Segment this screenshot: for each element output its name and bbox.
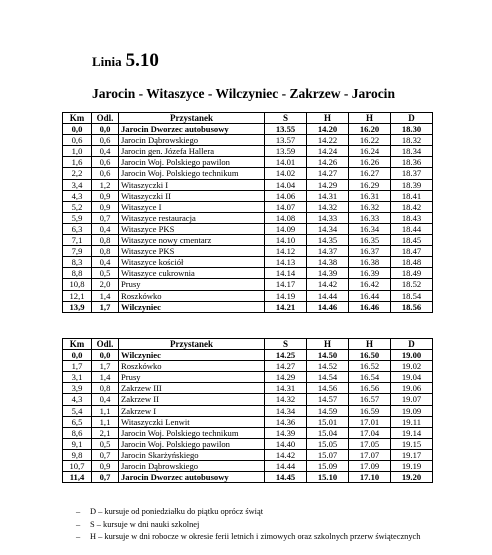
cell-h1: 14.52 [307,361,349,372]
cell-stop: Jarocin Woj. Polskiego pawilon [119,157,265,168]
cell-s: 14.32 [265,394,307,405]
cell-odl: 1,2 [92,179,119,190]
cell-h2: 16.52 [349,361,391,372]
table-row [63,279,433,290]
col-h2: H [349,113,391,124]
cell-s: 14.40 [265,438,307,449]
cell-km: 8,8 [63,268,92,279]
cell-km: 1,6 [63,157,92,168]
cell-h1: 14.34 [307,223,349,234]
table-row [63,146,433,157]
table-row [63,301,433,312]
cell-km: 0,0 [63,124,92,135]
cell-km: 9,8 [63,449,92,460]
table-row [63,461,433,472]
col-d: D [391,113,433,124]
cell-s: 14.01 [265,157,307,168]
table-row [63,179,433,190]
cell-s: 14.45 [265,472,307,483]
cell-km: 4,3 [63,394,92,405]
cell-stop: Witaszyce nowy cmentarz [119,235,265,246]
cell-s: 13.59 [265,146,307,157]
cell-h1: 14.29 [307,179,349,190]
cell-km: 0,6 [63,135,92,146]
cell-s: 14.29 [265,372,307,383]
cell-h1: 14.33 [307,212,349,223]
cell-km: 6,5 [63,416,92,427]
cell-d: 19.02 [391,361,433,372]
table-row [63,201,433,212]
cell-s: 14.42 [265,449,307,460]
cell-stop: Witaszyce I [119,201,265,212]
col-d: D [391,339,433,350]
cell-odl: 0,5 [92,438,119,449]
cell-d: 18.32 [391,135,433,146]
cell-h1: 14.37 [307,246,349,257]
legend-item [76,506,420,519]
cell-d: 18.54 [391,290,433,301]
cell-h2: 17.01 [349,416,391,427]
cell-odl: 0,0 [92,124,119,135]
cell-stop: Zakrzew I [119,405,265,416]
cell-d: 19.07 [391,394,433,405]
cell-s: 14.17 [265,279,307,290]
table-row [63,394,433,405]
cell-odl: 1,4 [92,372,119,383]
cell-stop: Jarocin Dąbrowskiego [119,461,265,472]
table-row [63,350,433,361]
table-row [63,157,433,168]
cell-km: 1,7 [63,361,92,372]
cell-stop: Jarocin Dworzec autobusowy [119,472,265,483]
cell-odl: 0,4 [92,394,119,405]
cell-h2: 16.42 [349,279,391,290]
cell-h2: 16.46 [349,301,391,312]
cell-d: 18.52 [391,279,433,290]
table-header-row [63,113,433,124]
cell-h1: 14.44 [307,290,349,301]
cell-odl: 0,6 [92,168,119,179]
cell-d: 19.17 [391,449,433,460]
cell-h1: 15.04 [307,427,349,438]
cell-stop: Witaszyczki Lenwit [119,416,265,427]
cell-km: 5,4 [63,405,92,416]
cell-h2: 16.56 [349,383,391,394]
legend-text: H – kursuje w dni robocze w okresie ferii letnich i zimowych oraz szkolnych przerw świątecznych [90,532,421,541]
cell-h2: 16.38 [349,257,391,268]
cell-odl: 0,7 [92,472,119,483]
cell-stop: Prusy [119,279,265,290]
cell-s: 14.13 [265,257,307,268]
cell-stop: Zakrzew III [119,383,265,394]
cell-stop: Jarocin Dworzec autobusowy [119,124,265,135]
table-row [63,416,433,427]
cell-km: 3,1 [63,372,92,383]
cell-stop: Witaszyce restauracja [119,212,265,223]
cell-s: 14.19 [265,290,307,301]
cell-h1: 14.57 [307,394,349,405]
cell-odl: 0,4 [92,223,119,234]
legend [76,506,420,544]
timetable-outbound [62,112,433,313]
cell-d: 18.34 [391,146,433,157]
cell-s: 14.14 [265,268,307,279]
cell-odl: 2,0 [92,279,119,290]
cell-stop: Jarocin gen. Józefa Hallera [119,146,265,157]
cell-d: 18.49 [391,268,433,279]
cell-odl: 0,8 [92,235,119,246]
table-row [63,361,433,372]
cell-km: 10,7 [63,461,92,472]
cell-km: 1,0 [63,146,92,157]
table-row [63,124,433,135]
cell-km: 3,9 [63,383,92,394]
table-row [63,212,433,223]
cell-s: 14.27 [265,361,307,372]
cell-h2: 16.33 [349,212,391,223]
cell-h1: 14.39 [307,268,349,279]
cell-odl: 0,8 [92,246,119,257]
legend-dash: – [76,519,81,529]
cell-odl: 0,9 [92,190,119,201]
cell-d: 19.09 [391,405,433,416]
cell-h2: 17.09 [349,461,391,472]
cell-h1: 15.09 [307,461,349,472]
table-row [63,438,433,449]
cell-h1: 14.42 [307,279,349,290]
table-row [63,223,433,234]
cell-s: 14.25 [265,350,307,361]
table-row [63,449,433,460]
cell-h2: 16.54 [349,372,391,383]
legend-text: S – kursuje w dni nauki szkolnej [90,519,200,529]
cell-h2: 16.39 [349,268,391,279]
cell-s: 14.09 [265,223,307,234]
cell-odl: 0,7 [92,212,119,223]
col-odl: Odl. [92,339,119,350]
cell-h2: 16.57 [349,394,391,405]
cell-s: 14.02 [265,168,307,179]
cell-h2: 16.22 [349,135,391,146]
cell-s: 14.34 [265,405,307,416]
col-h1: H [307,339,349,350]
cell-h1: 14.50 [307,350,349,361]
cell-km: 5,9 [63,212,92,223]
cell-h1: 14.26 [307,157,349,168]
cell-stop: Witaszyce cukrownia [119,268,265,279]
cell-odl: 0,4 [92,257,119,268]
cell-d: 18.43 [391,212,433,223]
cell-stop: Zakrzew II [119,394,265,405]
cell-h2: 16.59 [349,405,391,416]
cell-s: 14.10 [265,235,307,246]
cell-stop: Prusy [119,372,265,383]
col-odl: Odl. [92,113,119,124]
cell-h1: 14.54 [307,372,349,383]
table-row [63,190,433,201]
cell-h2: 17.10 [349,472,391,483]
cell-km: 8,3 [63,257,92,268]
cell-h2: 16.29 [349,179,391,190]
cell-odl: 1,4 [92,290,119,301]
cell-odl: 0,0 [92,350,119,361]
cell-h1: 14.35 [307,235,349,246]
cell-km: 8,6 [63,427,92,438]
table-row [63,472,433,483]
cell-stop: Witaszyczki I [119,179,265,190]
cell-d: 18.39 [391,179,433,190]
legend-dash: – [76,507,81,516]
cell-s: 14.21 [265,301,307,312]
legend-item [76,531,420,544]
cell-km: 13,9 [63,301,92,312]
table-row [63,383,433,394]
cell-h1: 14.38 [307,257,349,268]
cell-h1: 14.46 [307,301,349,312]
cell-s: 14.08 [265,212,307,223]
cell-d: 18.48 [391,257,433,268]
cell-odl: 0,9 [92,201,119,212]
cell-d: 19.15 [391,438,433,449]
col-h1: H [307,113,349,124]
cell-stop: Witaszyce PKS [119,223,265,234]
cell-h2: 16.35 [349,235,391,246]
cell-odl: 1,1 [92,416,119,427]
col-km: Km [63,113,92,124]
cell-h1: 15.01 [307,416,349,427]
cell-h2: 17.05 [349,438,391,449]
cell-km: 11,4 [63,472,92,483]
cell-odl: 0,6 [92,157,119,168]
col-stop: Przystanek [119,339,265,350]
cell-s: 14.12 [265,246,307,257]
cell-h2: 16.34 [349,223,391,234]
legend-item [76,519,420,532]
cell-km: 0,0 [63,350,92,361]
col-s: S [265,113,307,124]
cell-d: 18.45 [391,235,433,246]
cell-odl: 1,1 [92,405,119,416]
line-title [92,50,159,72]
table-header-row [63,339,433,350]
cell-s: 14.31 [265,383,307,394]
cell-d: 19.04 [391,372,433,383]
cell-odl: 0,7 [92,449,119,460]
col-s: S [265,339,307,350]
table-row [63,168,433,179]
cell-stop: Witaszyce kościół [119,257,265,268]
cell-odl: 1,7 [92,301,119,312]
cell-d: 18.42 [391,201,433,212]
table-row [63,268,433,279]
cell-h2: 16.37 [349,246,391,257]
cell-h1: 14.20 [307,124,349,135]
cell-h2: 16.32 [349,201,391,212]
col-stop: Przystanek [119,113,265,124]
cell-s: 14.36 [265,416,307,427]
cell-d: 18.37 [391,168,433,179]
cell-d: 18.56 [391,301,433,312]
cell-odl: 0,6 [92,135,119,146]
cell-km: 4,3 [63,190,92,201]
cell-d: 19.19 [391,461,433,472]
cell-odl: 0,8 [92,383,119,394]
cell-stop: Jarocin Woj. Polskiego technikum [119,427,265,438]
cell-stop: Jarocin Woj. Polskiego technikum [119,168,265,179]
cell-km: 3,4 [63,179,92,190]
table-row [63,257,433,268]
cell-h1: 14.59 [307,405,349,416]
cell-stop: Witaszyce PKS [119,246,265,257]
col-h2: H [349,339,391,350]
cell-s: 13.57 [265,135,307,146]
line-number: 5.10 [125,50,159,71]
cell-stop: Jarocin Skarżyńskiego [119,449,265,460]
table-row [63,405,433,416]
cell-km: 6,3 [63,223,92,234]
cell-h1: 14.31 [307,190,349,201]
cell-h2: 16.50 [349,350,391,361]
cell-km: 9,1 [63,438,92,449]
cell-odl: 2,1 [92,427,119,438]
cell-h2: 16.31 [349,190,391,201]
cell-odl: 0,5 [92,268,119,279]
cell-h2: 16.27 [349,168,391,179]
cell-h1: 14.24 [307,146,349,157]
cell-h1: 15.05 [307,438,349,449]
cell-h2: 16.24 [349,146,391,157]
cell-s: 14.04 [265,179,307,190]
cell-odl: 0,4 [92,146,119,157]
cell-d: 18.41 [391,190,433,201]
cell-h1: 14.56 [307,383,349,394]
cell-h2: 17.07 [349,449,391,460]
cell-km: 7,1 [63,235,92,246]
cell-d: 19.06 [391,383,433,394]
table-row [63,246,433,257]
cell-stop: Wilczyniec [119,350,265,361]
cell-km: 2,2 [63,168,92,179]
cell-km: 7,9 [63,246,92,257]
table-row [63,372,433,383]
table-row [63,427,433,438]
table-row [63,290,433,301]
cell-stop: Jarocin Woj. Polskiego pawilon [119,438,265,449]
cell-h2: 16.20 [349,124,391,135]
cell-stop: Roszkówko [119,290,265,301]
table-row [63,235,433,246]
cell-km: 5,2 [63,201,92,212]
cell-d: 18.44 [391,223,433,234]
cell-km: 12,1 [63,290,92,301]
cell-km: 10,8 [63,279,92,290]
cell-d: 19.14 [391,427,433,438]
cell-stop: Wilczyniec [119,301,265,312]
cell-h2: 16.44 [349,290,391,301]
cell-h1: 14.32 [307,201,349,212]
cell-odl: 1,7 [92,361,119,372]
cell-s: 14.39 [265,427,307,438]
legend-dash: – [76,532,81,541]
cell-h1: 14.27 [307,168,349,179]
cell-h2: 17.04 [349,427,391,438]
cell-d: 18.36 [391,157,433,168]
cell-h1: 15.10 [307,472,349,483]
cell-stop: Witaszyczki II [119,190,265,201]
cell-stop: Jarocin Dąbrowskiego [119,135,265,146]
cell-d: 18.47 [391,246,433,257]
cell-s: 13.55 [265,124,307,135]
line-label: Linia [92,54,122,69]
cell-s: 14.44 [265,461,307,472]
cell-h1: 14.22 [307,135,349,146]
cell-h1: 15.07 [307,449,349,460]
table-row [63,135,433,146]
cell-s: 14.06 [265,190,307,201]
route-title: Jarocin - Witaszyce - Wilczyniec - Zakrzew - Jarocin [92,86,395,101]
cell-odl: 0,9 [92,461,119,472]
cell-d: 18.30 [391,124,433,135]
cell-d: 19.20 [391,472,433,483]
col-km: Km [63,339,92,350]
cell-h2: 16.26 [349,157,391,168]
timetable-return [62,338,433,483]
cell-stop: Roszkówko [119,361,265,372]
legend-text: D – kursuje od poniedziałku do piątku oprócz świąt [90,507,264,516]
cell-d: 19.11 [391,416,433,427]
cell-d: 19.00 [391,350,433,361]
cell-s: 14.07 [265,201,307,212]
